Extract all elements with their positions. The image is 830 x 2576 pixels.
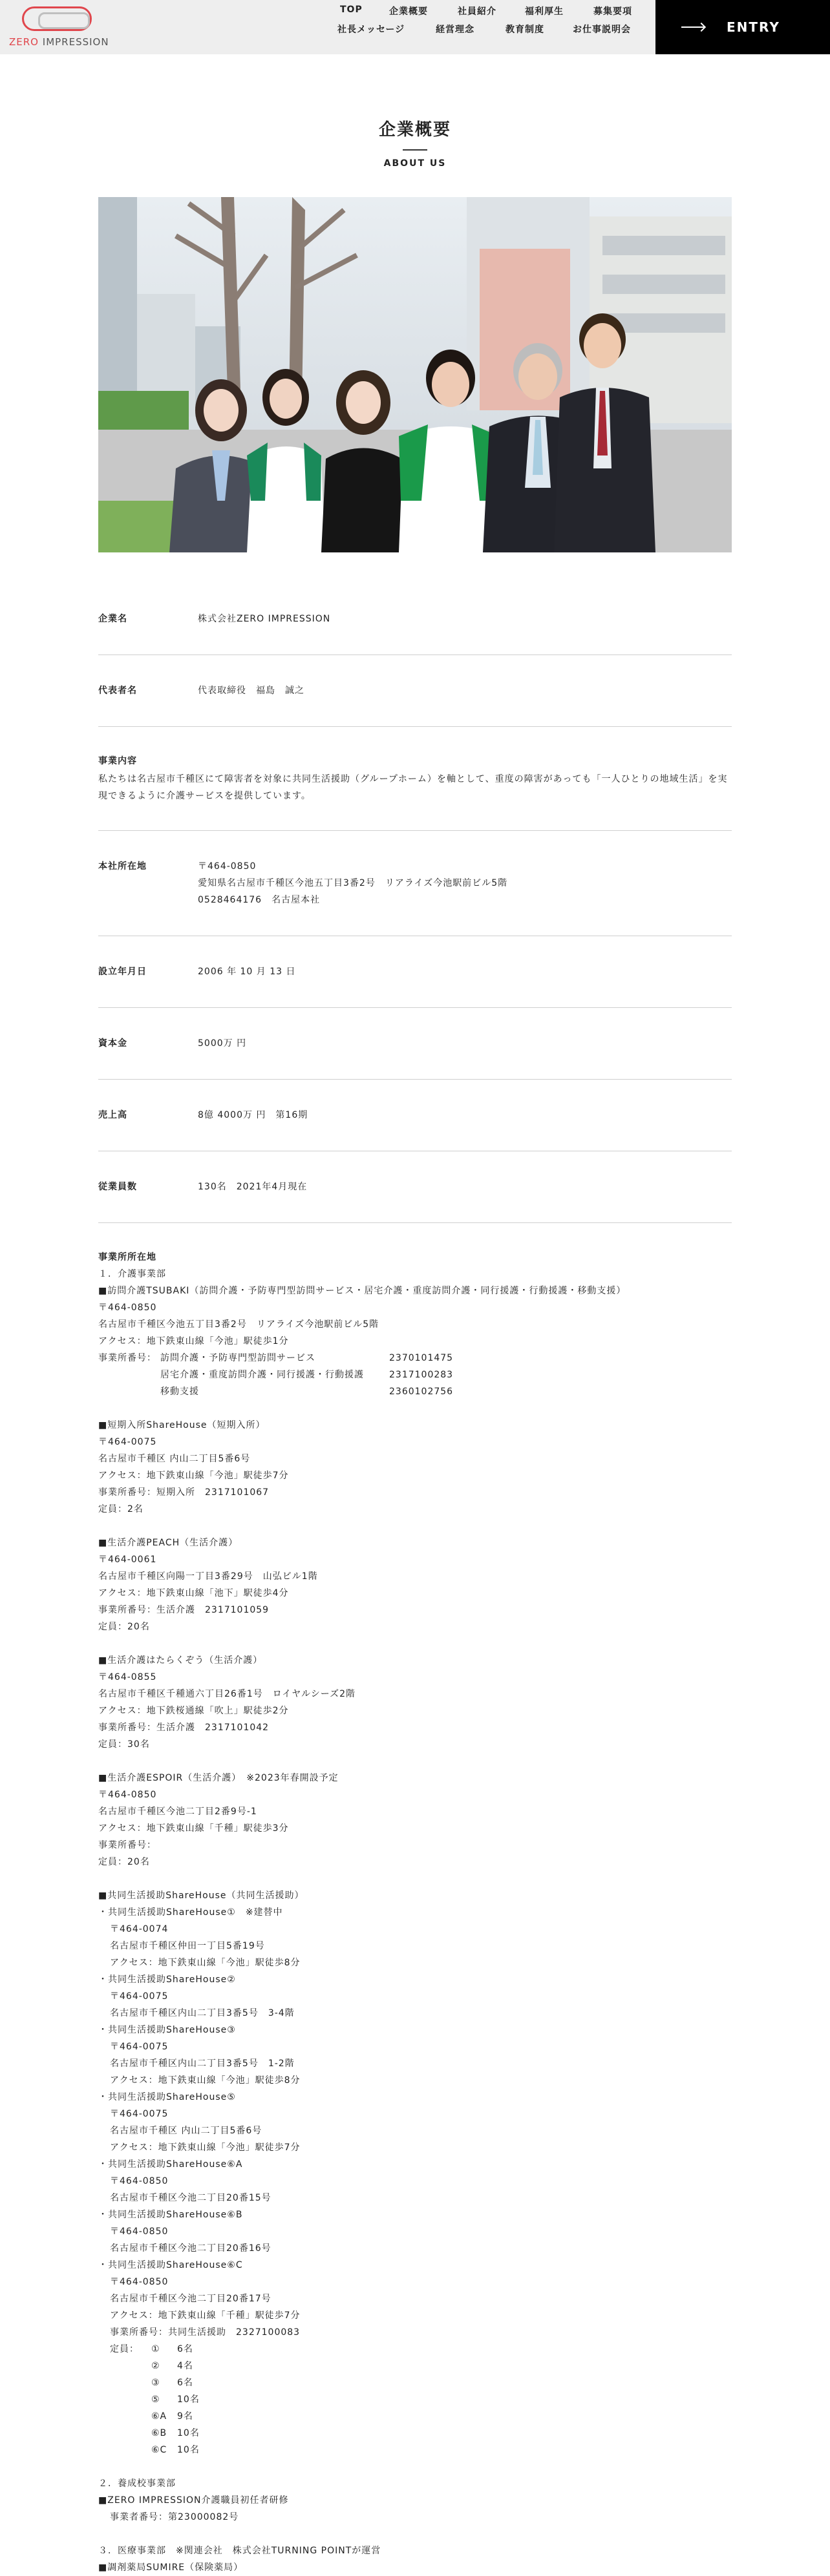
info-value: 代表取締役 福島 誠之 [198,686,304,696]
hq-phone: 0528464176 名古屋本社 [198,895,321,905]
office-number: 2317100283 [389,1370,454,1380]
info-value: 株式会社ZERO IMPRESSION [198,614,331,624]
office-number: 事業所番号：短期入所 2317101067 [98,1487,270,1498]
capacity-value: 10名 [177,2428,200,2438]
info-value: 8億 4000万 円 第16期 [198,1110,308,1120]
logo-text: ZERO IMPRESSION [9,36,109,48]
office-number: 2360102756 [389,1387,454,1397]
office-capacity: 定員：20名 [98,1857,150,1867]
sharehouse-5-name: ・共同生活援助ShareHouse⑤ [98,2092,236,2102]
capacity-value: 10名 [177,2394,200,2405]
office-address: 名古屋市千種区今池二丁目2番9号-1 [98,1806,257,1817]
global-nav [330,0,653,54]
capacity-row [98,2341,732,2358]
info-value: 私たちは名古屋市千種区にて障害者を対象に共同生活援助（グループホーム）を軸として、重度の障害があっても「一人ひとりの地域生活」を実現できるように介護サービスを提供しています。 [98,774,728,801]
hq-zip: 〒464-0850 [198,861,257,872]
capacity-key: ⑥A [151,2411,167,2422]
capacity-value: 4名 [177,2361,193,2371]
office-address: 名古屋市千種区内山二丁目3番5号 3-4階 [110,2008,295,2018]
capacity-key: ② [151,2361,160,2371]
capacity-value: 6名 [177,2378,193,2388]
office-locations [98,1249,732,2576]
staff-group-photo [98,197,732,552]
info-label: 事業内容 [98,756,137,766]
office-address: 名古屋市千種区向陽一丁目3番29号 山弘ビル1階 [98,1571,318,1582]
nav-top[interactable]: TOP [340,5,363,15]
sharehouse-1-name: ・共同生活援助ShareHouse① ※建替中 [98,1907,283,1918]
office-number-row [98,1383,732,1400]
office-zip: 〒464-0075 [110,2109,169,2119]
capacity-key: ⑥B [151,2428,167,2438]
office-access: アクセス：地下鉄東山線「今池」駅徒歩8分 [110,1958,301,1968]
office-zip: 〒464-0850 [110,2176,169,2186]
arrow-right-icon [681,26,705,28]
sharehouse-2-name: ・共同生活援助ShareHouse② [98,1974,236,1985]
page-title: 企業概要 [378,120,451,140]
office-espoir-title: ■生活介護ESPOIR（生活介護） ※2023年春開設予定 [98,1773,339,1783]
office-number: 事業所番号：生活介護 2317101059 [98,1605,270,1615]
capacity-row [98,2442,732,2458]
info-row-sales [98,1080,732,1151]
capacity-key: ⑤ [151,2394,160,2405]
office-address: 名古屋市千種区今池二丁目20番15号 [110,2193,271,2203]
logo-mark-icon [22,6,92,31]
hq-address: 愛知県名古屋市千種区今池五丁目3番2号 リアライズ今池駅前ビル5階 [198,878,508,888]
office-number: 2370101475 [389,1353,454,1363]
office-address: 名古屋市千種区内山二丁目3番5号 1-2階 [110,2058,295,2069]
info-row-capital [98,1008,732,1080]
office-sumire-title: ■調剤薬局SUMIRE（保険薬局） [98,2562,244,2573]
office-number: 事業所番号：生活介護 2317101042 [98,1723,270,1733]
capacity-value: 9名 [177,2411,193,2422]
info-label: 企業名 [98,614,127,624]
info-row-founded [98,936,732,1008]
capacity-row [98,2358,732,2374]
office-access: アクセス：地下鉄桜通線「吹上」駅徒歩2分 [98,1706,289,1716]
company-info-table [98,583,732,1223]
office-access: アクセス：地下鉄東山線「今池」駅徒歩7分 [98,1471,289,1481]
capacity-value: 10名 [177,2445,200,2455]
office-address: 名古屋市千種区今池二丁目20番16号 [110,2243,271,2254]
section-medical: ３．医療事業部 ※関連会社 株式会社TURNING POINTが運営 [98,2546,381,2556]
entry-label: ENTRY [727,19,780,35]
section-care: １．介護事業部 [98,1269,166,1279]
capacity-row [98,2425,732,2442]
office-access: アクセス：地下鉄東山線「池下」駅徒歩4分 [98,1588,289,1598]
section-school: ２．養成校事業部 [98,2478,176,2489]
office-address: 名古屋市千種区 内山二丁目5番6号 [110,2126,262,2136]
office-zip: 〒464-0075 [110,1991,169,2002]
info-row-company-name [98,583,732,655]
spacer [110,2358,151,2374]
office-address: 名古屋市千種区 内山二丁目5番6号 [98,1454,251,1464]
info-row-headquarters [98,831,732,936]
nav-education[interactable]: 教育制度 [505,25,544,35]
nav-recruit[interactable]: 募集要項 [593,6,632,17]
spacer [110,2374,151,2391]
office-access: アクセス：地下鉄東山線「千種」駅徒歩7分 [110,2310,301,2321]
spacer [110,2408,151,2425]
sharehouse-3-name: ・共同生活援助ShareHouse③ [98,2025,236,2035]
spacer [110,2425,151,2442]
capacity-value: 6名 [177,2344,193,2354]
office-zip: 〒464-0061 [98,1555,157,1565]
spacer [110,2442,151,2458]
office-address: 名古屋市千種区仲田一丁目5番19号 [110,1941,265,1951]
office-service-name: 居宅介護・重度訪問介護・同行援護・行動援護 [160,1370,364,1380]
office-zip: 〒464-0850 [110,2277,169,2287]
sharehouse-6b-name: ・共同生活援助ShareHouse⑥B [98,2210,243,2220]
spacer [98,1383,160,1400]
info-label: 売上高 [98,1110,127,1120]
info-label: 従業員数 [98,1182,137,1192]
office-zip: 〒464-0850 [110,2226,169,2237]
office-service-name: 訪問介護・予防専門型訪問サービス [160,1353,315,1363]
office-number: 事業所番号：共同生活援助 2327100083 [110,2327,301,2338]
office-capacity: 定員：30名 [98,1739,150,1750]
capacity-key: ① [151,2344,160,2354]
office-number-row [98,1367,732,1383]
info-label: 本社所在地 [98,861,147,872]
nav-company[interactable]: 企業概要 [389,6,428,17]
info-value: 2006 年 10 月 13 日 [198,967,296,977]
office-access: アクセス：地下鉄東山線「今池」駅徒歩8分 [110,2075,301,2086]
office-capacity: 定員：20名 [98,1622,150,1632]
office-number-label: 事業所番号： [98,1353,156,1363]
page-subtitle: ABOUT US [383,158,447,169]
spacer [110,2391,151,2408]
sharehouse-6a-name: ・共同生活援助ShareHouse⑥A [98,2159,243,2170]
info-value [198,858,732,908]
nav-welfare[interactable]: 福利厚生 [525,6,564,17]
office-service-name: 移動支援 [160,1387,199,1397]
office-zip: 〒464-0850 [98,1790,157,1800]
office-number: 事業者番号：第23000082号 [110,2512,239,2522]
info-label: 代表者名 [98,686,137,696]
office-address: 名古屋市千種区千種通六丁目26番1号 ロイヤルシーズ2階 [98,1689,356,1699]
office-sharehouse-short-title: ■短期入所ShareHouse（短期入所） [98,1420,266,1430]
capacity-key: ⑥C [151,2445,167,2455]
nav-staff[interactable]: 社員紹介 [458,6,496,17]
info-value: 130名 2021年4月現在 [198,1182,308,1192]
office-peach-title: ■生活介護PEACH（生活介護） [98,1538,239,1548]
info-label: 設立年月日 [98,967,147,977]
office-address: 名古屋市千種区今池二丁目20番17号 [110,2294,271,2304]
office-zip: 〒464-0075 [110,2042,169,2052]
page-title-block [0,54,830,169]
info-value: 5000万 円 [198,1038,247,1049]
capacity-row [98,2374,732,2391]
office-school-title: ■ZERO IMPRESSION介護職員初任者研修 [98,2495,289,2506]
office-hataraku-title: ■生活介護はたらくぞう（生活介護） [98,1655,263,1666]
info-row-business [98,727,732,831]
spacer [98,1367,160,1383]
office-locations-title: 事業所所在地 [98,1252,156,1262]
office-tsubaki-title: ■訪問介護TSUBAKI（訪問介護・予防専門型訪問サービス・居宅介護・重度訪問介護・同行援護・行動援護・移動支援） [98,1286,626,1296]
entry-button[interactable] [655,0,830,54]
capacity-row [98,2391,732,2408]
office-number: 事業所番号： [98,1840,156,1850]
info-row-employees [98,1151,732,1223]
company-logo[interactable] [9,4,112,50]
info-label: 資本金 [98,1038,127,1049]
office-sharehouse-title: ■共同生活援助ShareHouse（共同生活援助） [98,1890,304,1901]
office-capacity: 定員：2名 [98,1504,144,1514]
capacity-key: ③ [151,2378,160,2388]
office-zip: 〒464-0850 [98,1303,157,1313]
office-number-row [98,1350,732,1367]
office-zip: 〒464-0075 [98,1437,157,1447]
office-zip: 〒464-0074 [110,1924,169,1934]
office-access: アクセス：地下鉄東山線「今池」駅徒歩7分 [110,2142,301,2153]
office-zip: 〒464-0855 [98,1672,157,1682]
office-access: アクセス：地下鉄東山線「今池」駅徒歩1分 [98,1336,289,1346]
office-address: 名古屋市千種区今池五丁目3番2号 リアライズ今池駅前ビル5階 [98,1319,379,1330]
info-row-representative [98,655,732,727]
capacity-label: 定員： [110,2344,139,2354]
nav-philosophy[interactable]: 経営理念 [436,25,474,35]
sharehouse-6c-name: ・共同生活援助ShareHouse⑥C [98,2260,243,2270]
capacity-row [98,2408,732,2425]
nav-briefing[interactable]: お仕事説明会 [573,25,631,35]
nav-message[interactable]: 社長メッセージ [337,25,405,35]
office-access: アクセス：地下鉄東山線「千種」駅徒歩3分 [98,1823,289,1834]
title-divider [403,149,427,151]
site-header [0,0,830,54]
